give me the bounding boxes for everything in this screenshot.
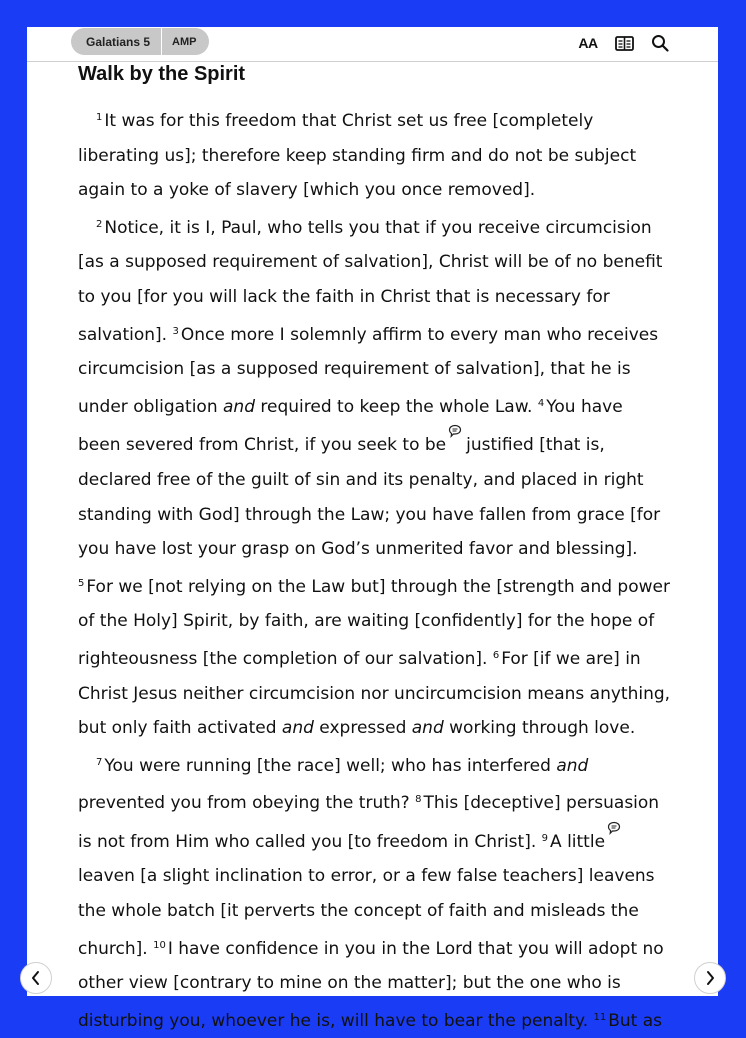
chapter-content	[78, 61, 678, 1038]
verse-line	[78, 711, 678, 746]
verse-line: declared free of the guilt of sin and its penalty, and placed in right	[78, 469, 644, 490]
verse-text: disturbing you, whoever he is, will have to bear the penalty.	[78, 1010, 589, 1031]
paragraph-2	[78, 208, 678, 746]
verse-number: 11	[593, 1011, 607, 1023]
parallel-view-button[interactable]	[614, 33, 634, 53]
reader-page	[27, 27, 718, 1031]
version-button[interactable]: AMP	[172, 35, 197, 48]
verse-number: 10	[153, 939, 166, 951]
amplified-italic: and	[411, 718, 444, 739]
verse-number: 3	[172, 325, 179, 337]
verse-line	[78, 387, 678, 425]
verse-line	[78, 424, 678, 463]
verse-text: expressed	[313, 718, 412, 739]
verse-line: to you [for you will lack the faith in Christ that is necessary for	[78, 286, 610, 307]
search-icon	[651, 34, 669, 52]
verse-number: 8	[415, 794, 422, 806]
verse-line	[78, 1001, 678, 1038]
verse-number: 4	[537, 397, 545, 409]
amplified-italic: and	[281, 718, 314, 739]
verse-text: For we [not relying on the Law but] through the [strength and power	[86, 576, 670, 597]
verse-line	[78, 929, 678, 967]
section-heading: Walk by the Spirit	[78, 63, 246, 85]
verse-7[interactable]	[78, 746, 678, 784]
verse-text: but only faith activated	[78, 718, 282, 739]
verse-1[interactable]	[78, 101, 678, 139]
verse-4[interactable]: You have	[546, 396, 623, 417]
verse-line: [as a supposed requirement of salvation], Christ will be of no benefit	[78, 252, 663, 273]
verse-6[interactable]: For [if we are] in	[501, 648, 641, 669]
verse-9[interactable]: A little	[550, 831, 606, 852]
note-icon[interactable]	[448, 424, 462, 438]
amplified-italic: and	[556, 755, 589, 776]
verse-2[interactable]	[78, 208, 678, 246]
verse-text: Notice, it is I, Paul, who tells you that if you receive circumcision	[104, 217, 652, 238]
verse-text: prevented you from obeying the truth?	[78, 793, 410, 814]
verse-text: been severed from Christ, if you seek to be	[78, 435, 447, 456]
verse-line: you have lost your grasp on God’s unmerited favor and blessing].	[78, 539, 638, 560]
verse-line	[78, 783, 678, 821]
amplified-italic: and	[223, 396, 255, 417]
verse-text: It was for this freedom that Christ set us free [completely	[104, 111, 594, 131]
search-button[interactable]	[650, 33, 670, 53]
verse-line: liberating us]; therefore keep standing firm and do not be subject	[78, 145, 637, 166]
verse-number: 2	[96, 218, 103, 230]
verse-text: working through love.	[443, 718, 636, 739]
previous-chapter-button[interactable]	[20, 962, 52, 994]
verse-number: 9	[541, 832, 549, 844]
verse-text: salvation].	[78, 324, 168, 345]
verse-text: is not from Him who called you [to freedom in Christ].	[78, 831, 537, 852]
verse-text: righteousness [the completion of our salvation].	[78, 648, 488, 669]
parallel-view-icon	[615, 36, 634, 51]
verse-line: the whole batch [it perverts the concept of faith and misleads the	[78, 901, 639, 922]
verse-line: Christ Jesus neither circumcision nor uncircumcision means anything,	[78, 683, 671, 704]
verse-line	[78, 821, 678, 860]
verse-line: other view [contrary to mine on the matter]; but the one who is	[78, 973, 621, 994]
verse-line: leaven [a slight inclination to error, or a few false teachers] leavens	[78, 866, 655, 887]
verse-line: circumcision [as a supposed requirement of salvation], that he is	[78, 359, 631, 380]
reference-selector	[71, 28, 209, 55]
verse-text: church].	[78, 938, 148, 959]
note-icon[interactable]	[607, 821, 621, 835]
verse-5[interactable]	[78, 567, 678, 605]
verse-3[interactable]: Once more I solemnly affirm to every man who receives	[180, 324, 659, 345]
verse-text: under obligation	[78, 396, 224, 417]
verse-line	[78, 315, 678, 353]
verse-8[interactable]: This [deceptive] persuasion	[423, 793, 660, 814]
verse-line: standing with God] through the Law; you have fallen from grace [for	[78, 504, 661, 525]
verse-text: required to keep the whole Law.	[255, 396, 533, 417]
verse-number: 7	[96, 756, 103, 768]
top-toolbar	[27, 27, 718, 62]
verse-text: justified [that is,	[466, 435, 605, 456]
text-size-button[interactable]	[578, 33, 598, 53]
verse-line: of the Holy] Spirit, by faith, are waiting [confidently] for the hope of	[78, 611, 655, 632]
verse-line	[78, 639, 678, 677]
chevron-left-icon	[30, 970, 42, 986]
chevron-right-icon	[704, 970, 716, 986]
paragraph-1	[78, 101, 678, 208]
verse-number: 1	[96, 112, 103, 123]
next-chapter-button[interactable]	[694, 962, 726, 994]
verse-line: again to a yoke of slavery [which you once removed].	[78, 180, 536, 201]
verse-number: 5	[78, 577, 85, 589]
verse-number: 6	[492, 649, 500, 661]
toolbar-actions	[578, 31, 670, 55]
paragraph-3	[78, 746, 678, 1038]
verse-10[interactable]: I have confidence in you in the Lord that you will adopt no	[167, 938, 664, 959]
book-chapter-button[interactable]: Galatians 5	[71, 28, 162, 55]
verse-text: You were running [the race] well; who has interfered	[104, 755, 557, 776]
verse-11[interactable]: But as	[608, 1010, 663, 1031]
text-size-icon: AA	[578, 35, 598, 51]
